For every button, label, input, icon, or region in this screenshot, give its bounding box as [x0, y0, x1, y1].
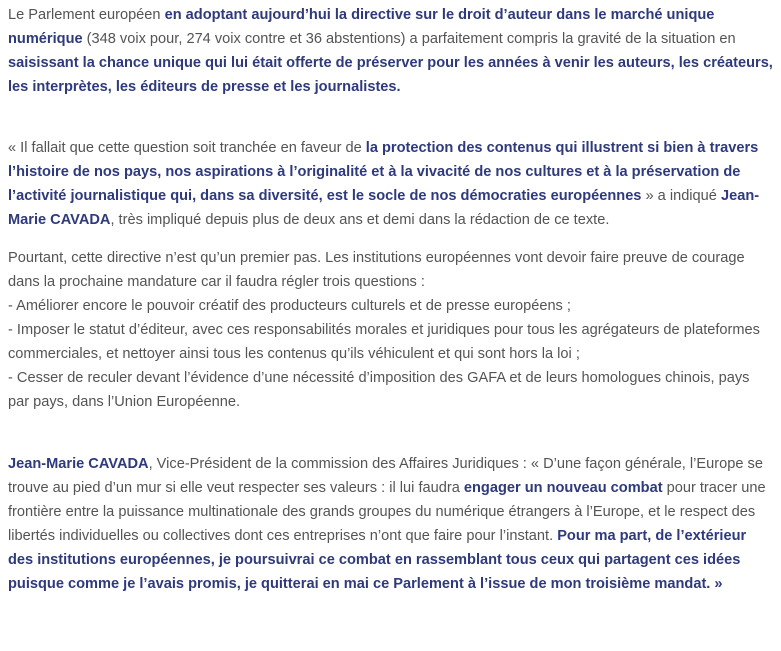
text-run-bold: Pour ma part, de l’extérieur des institutions européennes, je poursuivrai ce combat en rassemblant tous ceux qui partagent ces idées puisque comme je l’avais promis, je quitterai en mai ce Parlement à l’issue de mon troisième mandat. » [8, 528, 747, 592]
list-item: - Améliorer encore le pouvoir créatif des producteurs culturels et de presse européens ; [8, 298, 571, 314]
paragraph-statement [8, 452, 773, 596]
paragraph-questions [8, 246, 773, 414]
paragraph-adoption [8, 3, 773, 99]
text-run-bold: la protection des contenus qui illustrent si bien à travers l’histoire de nos pays, nos aspirations à l’originalité et à la vivacité de nos cultures et à la préservation de l’activité journalistique qui, dans sa diversité, est le socle de nos démocraties européennes [8, 140, 759, 204]
text-run-bold: engager un nouveau combat [463, 480, 663, 496]
list-item: - Cesser de reculer devant l’évidence d’une nécessité d’imposition des GAFA et de leurs homologues chinois, pays par pays, dans l’Union Européenne. [8, 370, 750, 410]
author-name: Jean-Marie CAVADA [8, 188, 760, 228]
text-run: , très impliqué depuis plus de deux ans et demi dans la rédaction de ce texte. [110, 212, 610, 228]
questions-intro: Pourtant, cette directive n’est qu’un premier pas. Les institutions européennes vont devoir faire preuve de courage dans la prochaine mandature car il faudra régler trois questions : [8, 250, 745, 290]
text-run: (348 voix pour, 274 voix contre et 36 abstentions) a parfaitement compris la gravité de la situation en [82, 31, 736, 47]
text-run-bold: en adoptant aujourd’hui la directive sur le droit d’auteur dans le marché unique numérique [8, 7, 715, 47]
text-run: , Vice-Président de la commission des Affaires Juridiques : « D’une façon générale, l’Europe se trouve au pied d’un mur si elle veut respecter ses valeurs : il lui faudra [8, 456, 763, 496]
text-run: pour tracer une frontière entre la puissance multinationale des grands groupes du numérique étrangers à l’Europe, et le respect des libertés individuelles ou collectives dont ces entreprises n’ont que faire pour l’instant. [8, 480, 766, 544]
text-run: « Il fallait que cette question soit tranchée en faveur de [8, 140, 366, 156]
list-item: - Imposer le statut d’éditeur, avec ces responsabilités morales et juridiques pour tous les agrégateurs de plateformes commerciales, et nettoyer ainsi tous les contenus qu’ils véhiculent et qui sont hors la loi ; [8, 322, 760, 362]
text-run: » a indiqué [641, 188, 721, 204]
text-run: Le Parlement européen [8, 7, 165, 23]
author-name: Jean-Marie CAVADA [8, 456, 149, 472]
paragraph-quote [8, 136, 773, 232]
text-run-bold: saisissant la chance unique qui lui était offerte de préserver pour les années à venir les auteurs, les créateurs, les interprètes, les éditeurs de presse et les journalistes. [8, 55, 773, 95]
